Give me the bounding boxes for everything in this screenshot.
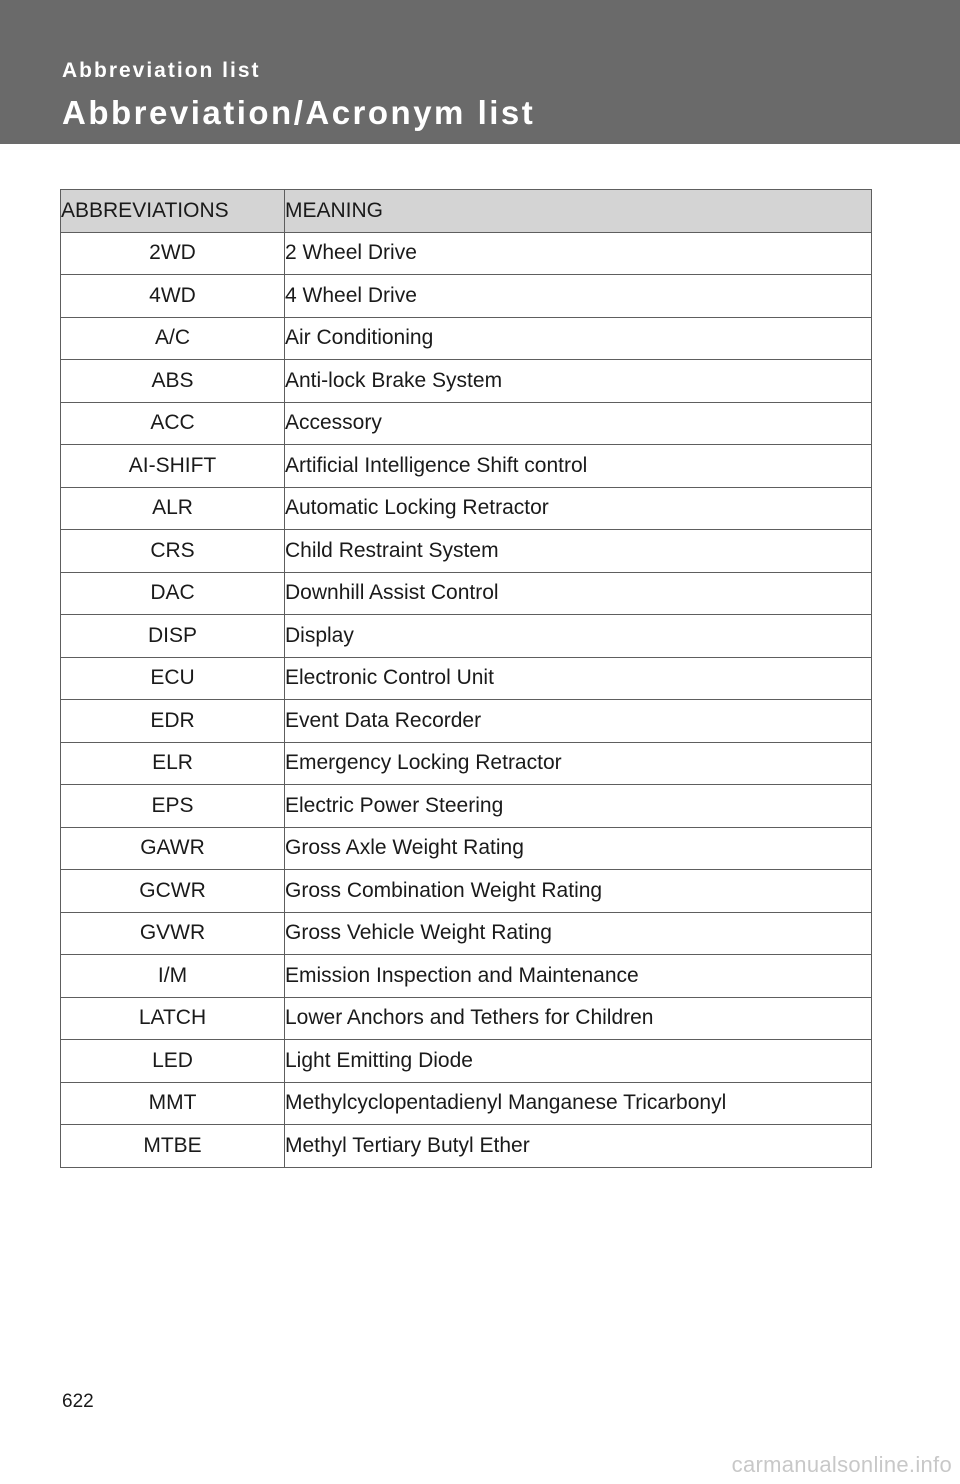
abbreviation-cell: AI-SHIFT xyxy=(61,445,285,488)
meaning-cell: Accessory xyxy=(285,402,872,445)
table-row xyxy=(61,445,872,488)
header-band xyxy=(0,0,960,144)
abbreviation-cell: GVWR xyxy=(61,912,285,955)
abbreviation-cell: CRS xyxy=(61,530,285,573)
table-row xyxy=(61,317,872,360)
table-row xyxy=(61,360,872,403)
table-row xyxy=(61,827,872,870)
meaning-cell: Automatic Locking Retractor xyxy=(285,487,872,530)
table-row xyxy=(61,955,872,998)
table-header-row xyxy=(61,190,872,233)
meaning-cell: Artificial Intelligence Shift control xyxy=(285,445,872,488)
table-row xyxy=(61,742,872,785)
abbreviation-cell: LED xyxy=(61,1040,285,1083)
table-row xyxy=(61,275,872,318)
column-header-meaning: MEANING xyxy=(285,190,872,233)
table-row xyxy=(61,700,872,743)
page-title: Abbreviation/Acronym list xyxy=(62,94,536,131)
abbreviation-cell: ELR xyxy=(61,742,285,785)
meaning-cell: Downhill Assist Control xyxy=(285,572,872,615)
meaning-cell: Gross Vehicle Weight Rating xyxy=(285,912,872,955)
meaning-cell: Methylcyclopentadienyl Manganese Tricarbonyl xyxy=(285,1082,872,1125)
meaning-cell: Display xyxy=(285,615,872,658)
abbreviation-cell: GCWR xyxy=(61,870,285,913)
table-row xyxy=(61,615,872,658)
abbreviation-cell: ECU xyxy=(61,657,285,700)
table-row xyxy=(61,232,872,275)
meaning-cell: Methyl Tertiary Butyl Ether xyxy=(285,1125,872,1168)
table-row xyxy=(61,912,872,955)
meaning-cell: Electric Power Steering xyxy=(285,785,872,828)
abbreviation-table xyxy=(60,189,872,1168)
abbreviation-cell: MMT xyxy=(61,1082,285,1125)
meaning-cell: 2 Wheel Drive xyxy=(285,232,872,275)
abbreviation-cell: 2WD xyxy=(61,232,285,275)
abbreviation-cell: ALR xyxy=(61,487,285,530)
watermark: carmanualsonline.info xyxy=(731,1452,952,1477)
abbreviation-cell: EDR xyxy=(61,700,285,743)
abbreviation-cell: I/M xyxy=(61,955,285,998)
meaning-cell: Gross Axle Weight Rating xyxy=(285,827,872,870)
table-row xyxy=(61,785,872,828)
table-row xyxy=(61,997,872,1040)
table-body xyxy=(61,232,872,1167)
table-row xyxy=(61,487,872,530)
table-row xyxy=(61,1082,872,1125)
meaning-cell: Event Data Recorder xyxy=(285,700,872,743)
meaning-cell: Electronic Control Unit xyxy=(285,657,872,700)
meaning-cell: 4 Wheel Drive xyxy=(285,275,872,318)
table-row xyxy=(61,1125,872,1168)
table-row xyxy=(61,530,872,573)
abbreviation-cell: ABS xyxy=(61,360,285,403)
table-row xyxy=(61,572,872,615)
table-row xyxy=(61,1040,872,1083)
column-header-abbreviations: ABBREVIATIONS xyxy=(61,190,285,233)
meaning-cell: Emission Inspection and Maintenance xyxy=(285,955,872,998)
abbreviation-cell: 4WD xyxy=(61,275,285,318)
meaning-cell: Anti-lock Brake System xyxy=(285,360,872,403)
section-label: Abbreviation list xyxy=(62,59,261,82)
abbreviation-cell: EPS xyxy=(61,785,285,828)
table-row xyxy=(61,870,872,913)
abbreviation-cell: GAWR xyxy=(61,827,285,870)
table-row xyxy=(61,657,872,700)
table-row xyxy=(61,402,872,445)
abbreviation-cell: LATCH xyxy=(61,997,285,1040)
page-number: 622 xyxy=(62,1391,94,1412)
meaning-cell: Light Emitting Diode xyxy=(285,1040,872,1083)
abbreviation-cell: A/C xyxy=(61,317,285,360)
meaning-cell: Gross Combination Weight Rating xyxy=(285,870,872,913)
meaning-cell: Child Restraint System xyxy=(285,530,872,573)
meaning-cell: Emergency Locking Retractor xyxy=(285,742,872,785)
abbreviation-cell: DISP xyxy=(61,615,285,658)
abbreviation-cell: MTBE xyxy=(61,1125,285,1168)
abbreviation-cell: ACC xyxy=(61,402,285,445)
meaning-cell: Air Conditioning xyxy=(285,317,872,360)
meaning-cell: Lower Anchors and Tethers for Children xyxy=(285,997,872,1040)
abbreviation-cell: DAC xyxy=(61,572,285,615)
